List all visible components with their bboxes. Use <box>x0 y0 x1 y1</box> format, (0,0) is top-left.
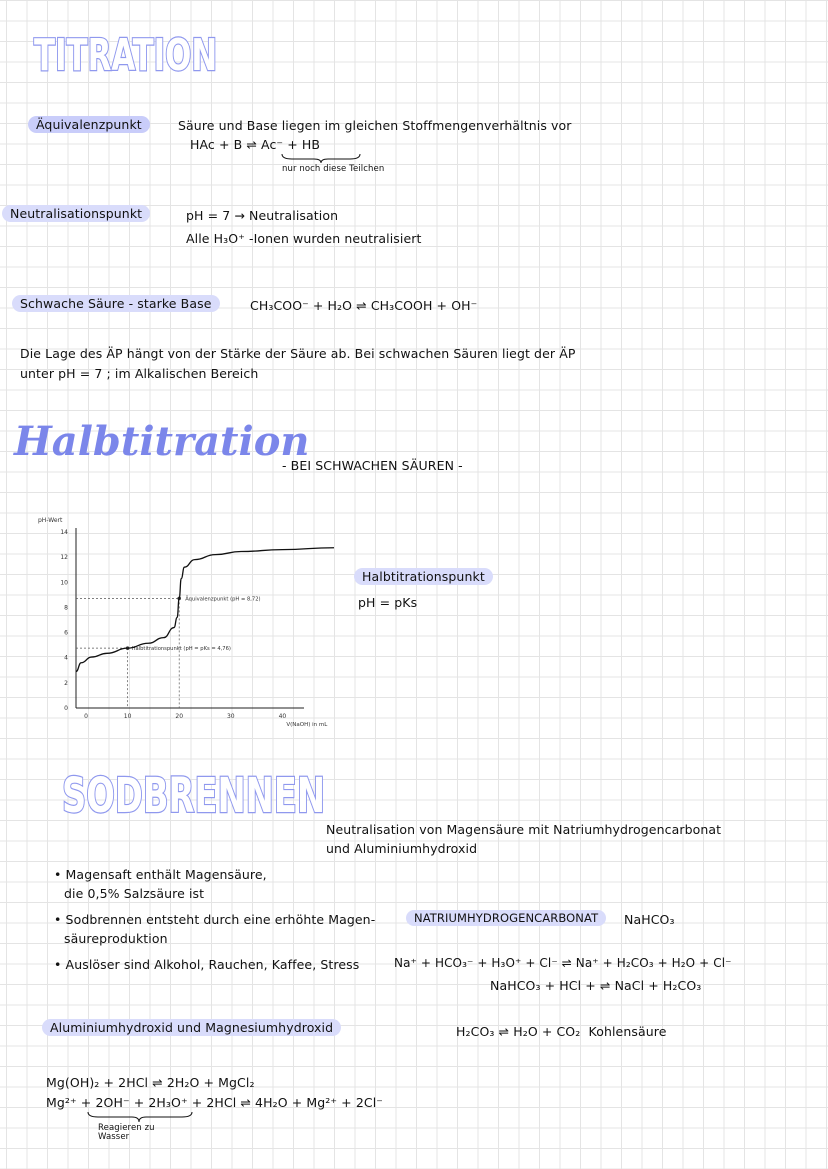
sodbrennen-intro-line1: Neutralisation von Magensäure mit Natriumhydrogencarbonat <box>326 822 722 837</box>
sodbrennen-title: SODBRENNEN <box>62 768 326 824</box>
neutralisation-line2: Alle H₃O⁺ -Ionen wurden neutralisiert <box>186 231 422 246</box>
schwache-saeure-label: Schwache Säure - starke Base <box>12 295 220 312</box>
halbtitrationspunkt-formula: pH = pKs <box>358 595 418 610</box>
alu-label: Aluminiumhydroxid und Magnesiumhydroxid <box>42 1019 341 1036</box>
bullet-3-line1: Auslöser sind Alkohol, Rauchen, Kaffee, Stress <box>65 957 360 972</box>
x-tick-label: 20 <box>175 713 184 720</box>
y-tick-label: 10 <box>60 579 68 587</box>
mg-note: Reagieren zu Wasser <box>98 1123 155 1142</box>
x-tick-label: 30 <box>226 713 235 720</box>
mg-eq1: Mg(OH)₂ + 2HCl ⇌ 2H₂O + MgCl₂ <box>46 1075 255 1090</box>
y-axis-label: pH-Wert <box>38 517 63 524</box>
bullet-2-line1: Sodbrennen entsteht durch eine erhöhte Magen- <box>65 912 376 927</box>
aequivalenzpunkt-equation: HAc + B ⇌ Ac⁻ + HB <box>190 137 321 152</box>
natrium-eq2: NaHCO₃ + HCl + ⇌ NaCl + H₂CO₃ <box>490 978 702 993</box>
bullet-2: • Sodbrennen entsteht durch eine erhöhte Magen- <box>54 912 376 927</box>
titration-curve-chart <box>30 510 360 735</box>
y-tick-label: 14 <box>60 529 68 536</box>
lage-line2: unter pH = 7 ; im Alkalischen Bereich <box>20 366 259 381</box>
y-tick-label: 4 <box>64 654 68 662</box>
neutralisationspunkt-label: Neutralisationspunkt <box>2 205 150 222</box>
halbtitration-annotation: Halbtitrationspunkt (pH = pKs = 4,76) <box>131 646 231 653</box>
lage-line1: Die Lage des ÄP hängt von der Stärke der Säure ab. Bei schwachen Säuren liegt der ÄP <box>20 346 576 361</box>
bullet-1-line2: die 0,5% Salzsäure ist <box>64 886 205 901</box>
y-tick-label: 2 <box>64 679 68 687</box>
titration-curve-line <box>76 548 334 672</box>
aequivalenzpunkt-note: nur noch diese Teilchen <box>282 164 385 174</box>
sodbrennen-intro-line2: und Aluminiumhydroxid <box>326 841 478 856</box>
halbtitration-subtitle: - BEI SCHWACHEN SÄUREN - <box>282 458 463 473</box>
bullet-2-line2: säureproduktion <box>64 931 168 946</box>
mg-underbrace <box>86 1110 196 1124</box>
schwache-saeure-equation: CH₃COO⁻ + H₂O ⇌ CH₃COOH + OH⁻ <box>250 298 478 313</box>
x-tick-label: 10 <box>123 713 132 720</box>
bullet-1-line1: Magensaft enthält Magensäure, <box>65 867 267 882</box>
bullet-3: • Auslöser sind Alkohol, Rauchen, Kaffee, Stress <box>54 957 360 972</box>
halbtitration-title: Halbtitration <box>14 418 310 465</box>
aequivalenz-annotation: Äquivalenzpunkt (pH = 8,72) <box>185 596 261 603</box>
x-tick-label: 40 <box>278 713 287 720</box>
x-axis-label: V(NaOH) in mL <box>286 722 328 728</box>
halbtitrationspunkt-label: Halbtitrationspunkt <box>354 568 493 585</box>
y-tick-label: 6 <box>64 629 68 637</box>
y-tick-label: 0 <box>64 705 68 712</box>
kohlensaeure-line <box>456 1024 667 1039</box>
mg-eq2: Mg²⁺ + 2OH⁻ + 2H₃O⁺ + 2HCl ⇌ 4H₂O + Mg²⁺ + 2Cl⁻ <box>46 1095 383 1110</box>
x-tick-label: 0 <box>84 713 88 720</box>
bullet-1: • Magensaft enthält Magensäure, <box>54 867 267 882</box>
y-tick-label: 12 <box>60 554 68 562</box>
aequivalenzpunkt-text: Säure und Base liegen im gleichen Stoffmengenverhältnis vor <box>178 118 572 133</box>
y-tick-label: 8 <box>64 604 68 612</box>
kohlen-label: Kohlensäure <box>588 1024 667 1039</box>
natrium-formula: NaHCO₃ <box>624 912 675 927</box>
neutralisation-line1: pH = 7 → Neutralisation <box>186 208 339 223</box>
titration-title: TITRATION <box>34 30 218 81</box>
aequivalenzpunkt-label: Äquivalenzpunkt <box>28 116 150 133</box>
natrium-label: NATRIUMHYDROGENCARBONAT <box>406 910 606 926</box>
kohlen-equation: H₂CO₃ ⇌ H₂O + CO₂ <box>456 1024 581 1039</box>
natrium-eq1: Na⁺ + HCO₃⁻ + H₃O⁺ + Cl⁻ ⇌ Na⁺ + H₂CO₃ + H₂O + Cl⁻ <box>394 956 732 970</box>
underbrace <box>280 152 362 164</box>
